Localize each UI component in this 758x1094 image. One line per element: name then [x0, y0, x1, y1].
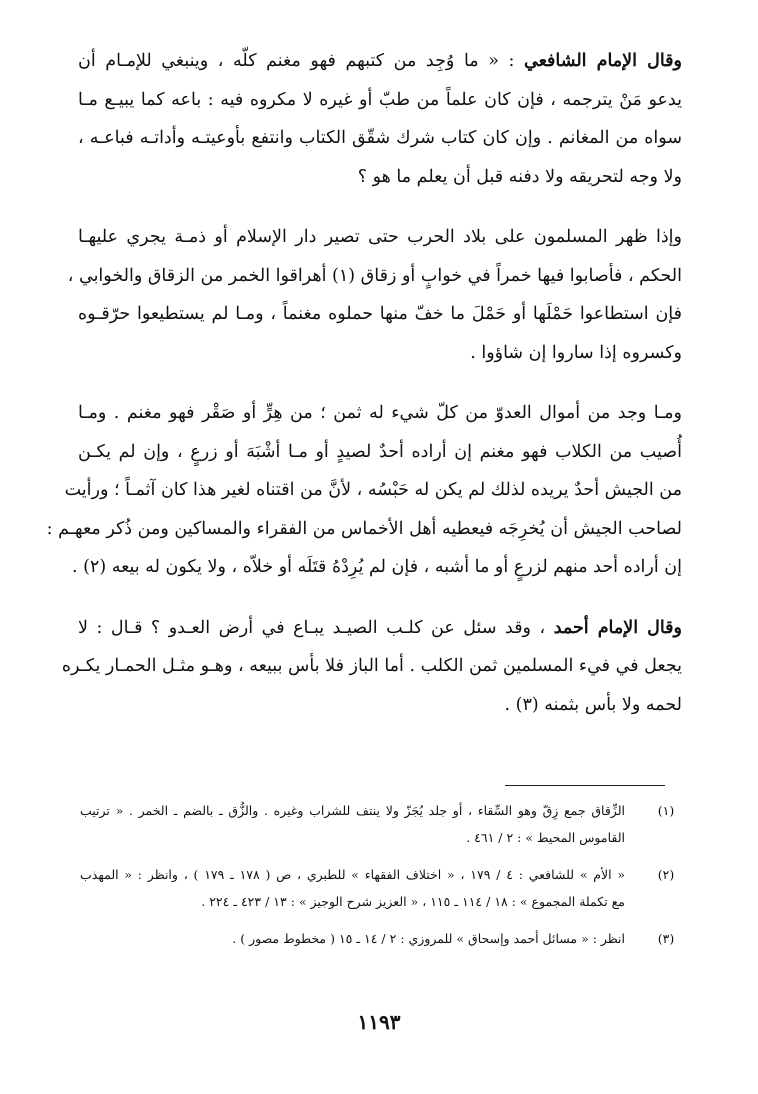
text-line: لحمه ولا بأس بثمنه (٣) . — [504, 694, 682, 715]
text-line: الحكم ، فأصابوا فيها خمراً في خوابٍ أو زقاق (١) أهراقوا الخمر من الزقاق والخوابي ، — [67, 265, 682, 286]
text-line: وقال الإمام الشافعي : « ما وُجِد من كتبهم فهو مغنم كلّه ، وينبغي للإمـام أن — [78, 51, 682, 71]
text-line: فإن استطاعوا حَمْلَها أو حَمْلَ ما خفّ منها حملوه مغنماً ، ومـا لم يستطيعوا حرّقـوه — [78, 304, 682, 324]
speaker-lead: وقال الإمام أحمد — [553, 617, 682, 638]
text-line: إن أراده أحد منهم لزرعٍ أو ما أشبه ، فإن لم يُرِدْهُ قتَلَه أو خلاّه ، ولا يكون له بيعه (٢) . — [71, 557, 682, 577]
footnote-line: « الأم » للشافعي : ٤ / ١٧٩ ، « اختلاف الفقهاء » للطبري ، ص ( ١٧٨ ـ ١٧٩ ) ، وانظر : « المهذب — [80, 867, 626, 882]
text-line: يدعو مَنْ يترجمه ، فإن كان علماً من طبّ أو غيره لا مكروه فيه : باعه كما يبيـع مـا — [78, 89, 682, 110]
text-line: وقال الإمام أحمد ، وقد سئل عن كلـب الصيـد يبـاع في أرض العـدو ؟ قـال : لا — [78, 617, 682, 638]
footnote-separator — [505, 785, 665, 786]
text-line: يجعل في فيء المسلمين ثمن الكلب . أما الباز فلا بأس ببيعه ، وهـو مثـل الحمـار يكـره — [61, 656, 682, 676]
footnote-number: (١) — [657, 803, 675, 818]
footnote-2 — [80, 861, 680, 915]
text-line: سواه من المغانم . وإن كان كتاب شرك شقّق الكتاب وانتفع بأوعيتـه وأداتـه فباعـه ، — [78, 128, 682, 148]
text-line: ولا وجه لتحريقه ولا دفنه قبل أن يعلم ما هو ؟ — [357, 166, 682, 187]
footnote-1 — [80, 797, 680, 851]
footnote-number: (٢) — [657, 867, 675, 882]
footnote-line: مع تكملة المجموع » : ١٨ / ١١٤ ـ ١١٥ ، « العزيز شرح الوجيز » : ١٣ / ٤٢٣ ـ ٢٢٤ . — [201, 894, 625, 909]
speaker-lead: وقال الإمام الشافعي — [523, 51, 682, 71]
text-line: من الجيش أحدٌ يريده لذلك لم يكن له حَبْسُه ، لأنَّ من اقتناه لغير هذا كان آثمـاً ؛ ورأيت — [64, 480, 682, 500]
paragraph-enemy-property — [46, 394, 682, 587]
body-text — [46, 42, 682, 746]
paragraph-ahmad — [61, 609, 682, 725]
page-number: ١١٩٣ — [357, 1010, 401, 1034]
footnote-line: انظر : « مسائل أحمد وإسحاق » للمروزي : ٢ / ١٤ ـ ١٥ ( مخطوط مصور ) . — [232, 931, 625, 946]
paragraph-wine — [67, 218, 682, 372]
text-line: وإذا ظهر المسلمون على بلاد الحرب حتى تصير دار الإسلام أو ذمـة يجري عليهـا — [78, 227, 682, 247]
text-line: وكسروه إذا ساروا إن شاؤوا . — [470, 342, 682, 363]
footnote-number: (٣) — [657, 931, 675, 946]
footnote-line: القاموس المحيط » : ٢ / ٤٦١ . — [466, 830, 625, 845]
footnote-3 — [80, 925, 680, 952]
text-line: لصاحب الجيش أن يُخرِجَه فيعطيه أهل الأخماس من الفقراء والمساكين ومن ذُكر معهـم : — [46, 518, 682, 539]
text-line: أُصيب من الكلاب فهو مغنم إن أراده أحدٌ لصيدٍ أو مـا أشْبَهَ أو زرعٍ ، وإن لم يكـن — [78, 441, 682, 462]
footnotes — [80, 797, 680, 962]
paragraph-shafii — [78, 42, 682, 196]
footnote-line: الزِّقاق جمع زِقّ وهو السِّقاء ، أو جلد يُجَزّ ولا ينتف للشراب وغيره . والزُّق ـ بالضم ـ الخمر . « ترتيب — [80, 803, 625, 818]
text-line: ومـا وجد من أموال العدوّ من كلّ شيء له ثمن ؛ من هِرٍّ أو صَقْر فهو مغنم . ومـا — [78, 403, 682, 423]
